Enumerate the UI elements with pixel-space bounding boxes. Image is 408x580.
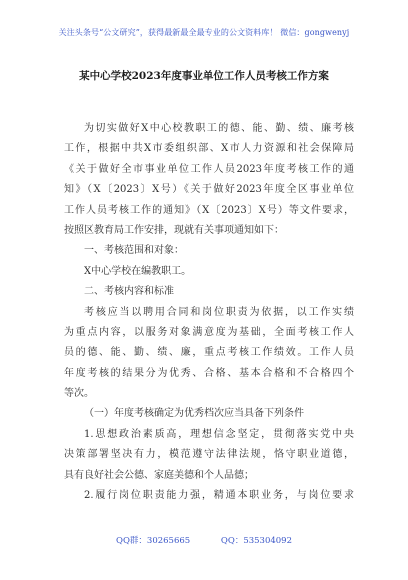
paragraph-line: 《关于做好全市事业单位工作人员2023年度考核工作的通 (64, 163, 354, 175)
paragraph-line: 知》（X〔2023〕X号）《关于做好2023年度全区事业单位 (64, 184, 354, 196)
page-title: 某中心学校2023年度事业单位工作人员考核工作方案 (79, 70, 329, 82)
paragraph-line: 工作人员考核工作的通知》（X〔2023〕X号）等文件要求， (64, 204, 354, 216)
paragraph-line: 为切实做好X中心校教职工的德、能、勤、绩、廉考核 (84, 123, 354, 134)
paragraph-line: 按照区教育局工作安排，现就有关事项通知如下： (64, 224, 284, 236)
paragraph-line: 1.思想政治素质高，理想信念坚定，贯彻落实党中央 (84, 428, 354, 440)
section-heading-line: 一、考核范围和对象： (84, 245, 184, 257)
paragraph-line: 等次。 (64, 388, 94, 400)
paragraph-line: 员的德、能、勤、绩、廉，重点考核工作绩效。工作人员 (64, 347, 354, 359)
document-body (64, 119, 354, 506)
contact-footer (0, 534, 408, 546)
qq-number: QQ：535304092 (220, 536, 292, 546)
subsection-heading-line: （一）年度考核确定为优秀档次应当具备下列条件 (84, 408, 304, 420)
section-heading-line: 二、考核内容和标准 (84, 286, 174, 298)
paragraph-line: 2.履行岗位职责能力强，精通本职业务，与岗位要求 (84, 490, 354, 502)
paragraph-line: 工作，根据中共X市委组织部、X市人力资源和社会保障局 (64, 143, 354, 155)
qq-group-number: QQ群：30265665 (115, 536, 191, 546)
paragraph-line: 考核应当以聘用合同和岗位职责为依据，以工作实绩 (84, 306, 354, 318)
paragraph-line: 年度考核的结果分为优秀、合格、基本合格和不合格四个 (64, 367, 354, 379)
paragraph-line: 具有良好社会公德、家庭美德和个人品德； (64, 469, 254, 481)
paragraph-line: 为重点内容，以服务对象满意度为基础，全面考核工作人 (64, 326, 354, 338)
paragraph-line: X中心学校在编教职工。 (84, 265, 192, 277)
promo-banner: 关注头条号“公文研究”，获得最新最全最专业的公文资料库！ 微信：gongwenyj (58, 28, 350, 37)
paragraph-line: 决策部署坚决有力，模范遵守法律法规，恪守职业道德， (64, 449, 354, 461)
